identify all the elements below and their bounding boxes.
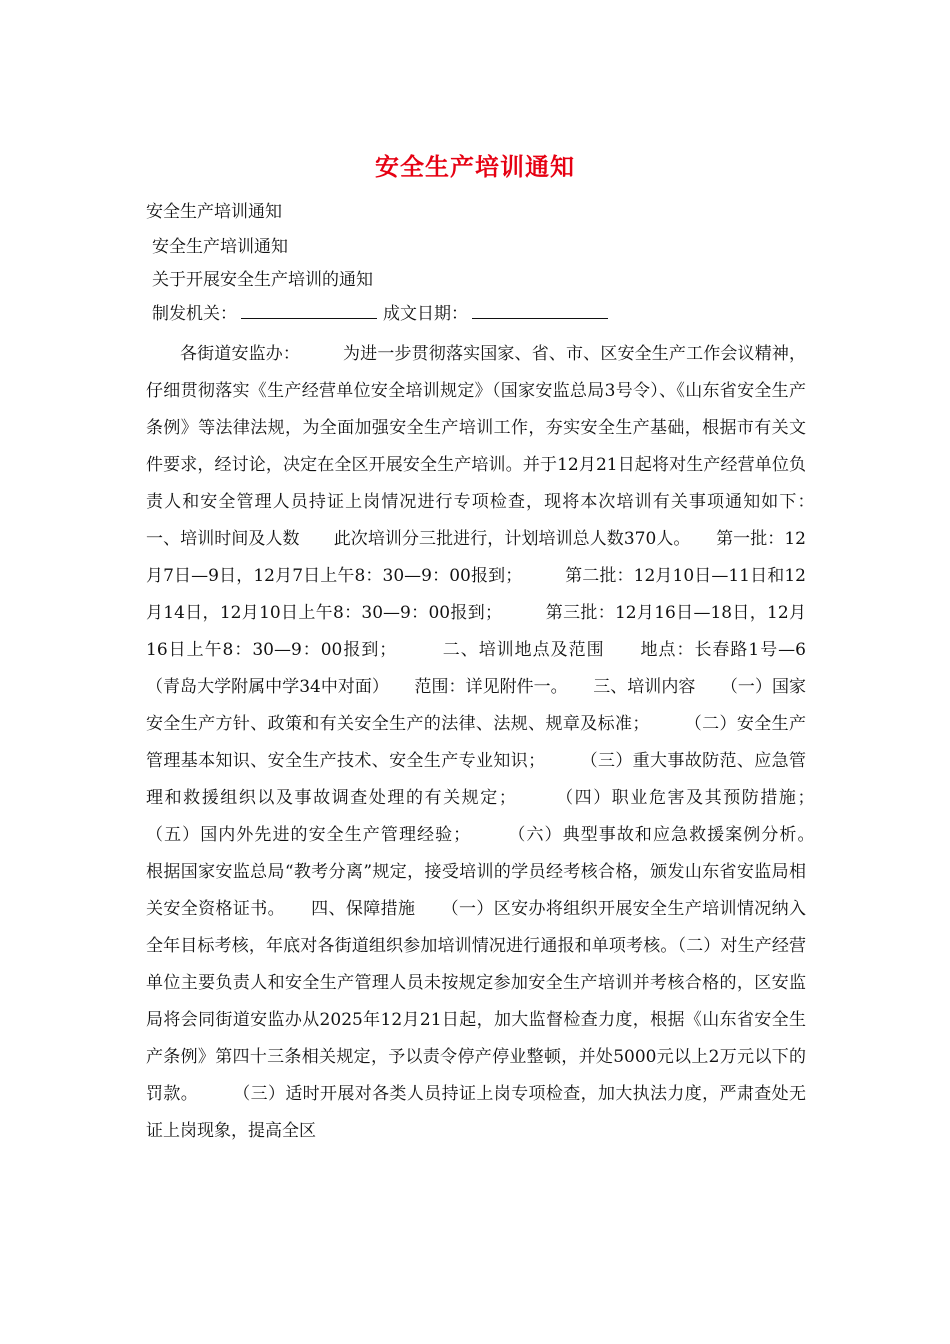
issuer-label: 制发机关：: [152, 304, 237, 324]
body-paragraph: 各街道安监办： 为进一步贯彻落实国家、省、市、区安全生产工作会议精神，仔细贯彻落实《生产经营单位安全培训规定》（国家安监总局3号令）、《山东省安全生产条例》等法律法规，为全面加强安全生产培训工作，夯实安全生产基础，根据市有关文件要求，经讨论，决定在全区开展安全生产培训。并于12月21日起将对生产经营单位负责人和安全管理人员持证上岗情况进行专项检查，现将本次培训有关事项通知如下： 一、培训时间及人数 此次培训分三批进行，计划培训总人数370人。 第一批：12月7日—9日，12月7日上午8：30—9：00报到； 第二批：12月10日—11日和12月14日，12月10日上午8：30—9：00报到； 第三批：12月16日—18日，12月16日上午8：30—9：00报到； 二、培训地点及范围 地点：长春路1号—6（青岛大学附属中学34中对面） 范围：详见附件一。 三、培训内容 （一）国家安全生产方针、政策和有关安全生产的法律、法规、规章及标准； （二）安全生产管理基本知识、安全生产技术、安全生产专业知识； （三）重大事故防范、应急管理和救援组织以及事故调查处理的有关规定； （四）职业危害及其预防措施； （五）国内外先进的安全生产管理经验； （六）典型事故和应急救援案例分析。 根据国家安监总局“教考分离”规定，接受培训的学员经考核合格，颁发山东省安监局相关安全资格证书。 四、保障措施 （一）区安办将组织开展安全生产培训情况纳入全年目标考核，年底对各街道组织参加培训情况进行通报和单项考核。（二）对生产经营单位主要负责人和安全生产管理人员未按规定参加安全生产培训并考核合格的，区安监局将会同街道安监办从2025年12月21日起，加大监督检查力度，根据《山东省安全生产条例》第四十三条相关规定，予以责令停产停业整顿，并处5000元以上2万元以下的罚款。 （三）适时开展对各类人员持证上岗专项检查，加大执法力度，严肃查处无证上岗现象，提高全区: [146, 344, 857, 1141]
issuer-date-line: [152, 302, 614, 326]
date-label: 成文日期：: [383, 304, 468, 324]
header-line-2: 安全生产培训通知: [152, 237, 288, 257]
document-title: 安全生产培训通知: [375, 152, 575, 181]
header-line-3: 关于开展安全生产培训的通知: [152, 270, 373, 290]
header-line-1: 安全生产培训通知: [146, 202, 282, 222]
date-blank: [472, 302, 608, 319]
issuer-blank: [241, 302, 377, 319]
